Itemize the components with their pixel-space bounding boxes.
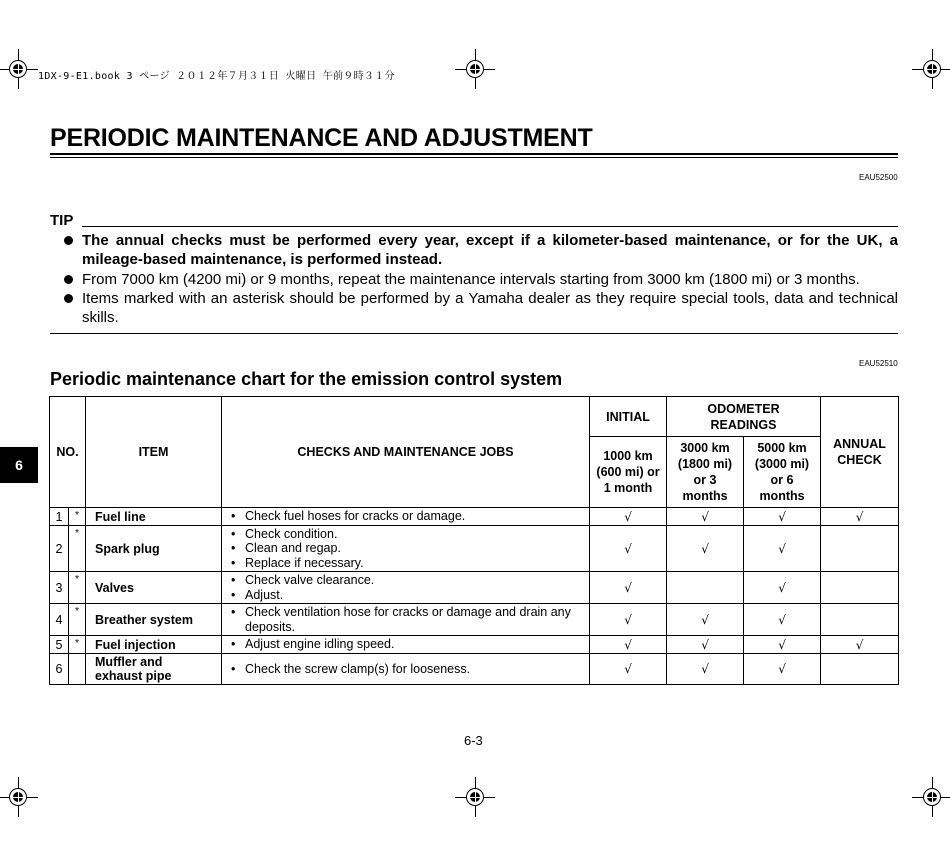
check-mark-icon: √ <box>744 572 821 604</box>
row-number: 5 <box>50 636 69 654</box>
page-number: 6-3 <box>464 733 483 748</box>
bullet-icon <box>64 294 73 303</box>
row-number: 6 <box>50 654 69 685</box>
job-item: • Clean and regap. <box>231 541 589 556</box>
check-mark-icon: √ <box>590 508 667 526</box>
tip-label: TIP <box>50 212 74 229</box>
check-mark-icon: √ <box>744 654 821 685</box>
dealer-asterisk: * <box>69 508 86 526</box>
table-row <box>50 508 899 526</box>
tip-item-text: Items marked with an asterisk should be performed by a Yamaha dealer as they require special tools, data and technical skills. <box>82 289 898 327</box>
table-row <box>50 572 899 604</box>
tip-item-text: From 7000 km (4200 mi) or 9 months, repeat the maintenance intervals starting from 3000 km (1800 mi) or 3 months. <box>82 270 860 288</box>
empty-cell <box>821 526 899 572</box>
dealer-asterisk: * <box>69 604 86 636</box>
empty-cell <box>821 572 899 604</box>
dealer-asterisk <box>69 654 86 685</box>
check-mark-icon: √ <box>590 572 667 604</box>
job-item: • Replace if necessary. <box>231 556 589 571</box>
check-mark-icon: √ <box>667 654 744 685</box>
item-name: Fuel injection <box>86 636 222 654</box>
job-item: • Check valve clearance. <box>231 573 589 588</box>
check-mark-icon: √ <box>667 508 744 526</box>
table-row <box>50 526 899 572</box>
tip-divider <box>82 226 898 227</box>
reference-code: EAU52510 <box>859 359 898 368</box>
item-name: Spark plug <box>86 526 222 572</box>
job-item: • Adjust. <box>231 588 589 603</box>
check-mark-icon: √ <box>590 636 667 654</box>
check-mark-icon: √ <box>667 636 744 654</box>
table-row <box>50 654 899 685</box>
tip-item <box>62 289 898 328</box>
row-number: 2 <box>50 526 69 572</box>
maintenance-jobs <box>222 654 590 685</box>
maintenance-jobs <box>222 604 590 636</box>
header-no: NO. <box>50 397 86 508</box>
header-initial: INITIAL <box>590 397 667 437</box>
job-item: • Check the screw clamp(s) for looseness. <box>231 662 589 677</box>
row-number: 4 <box>50 604 69 636</box>
header-odometer: ODOMETER READINGS <box>667 397 821 437</box>
chapter-tab: 6 <box>0 447 38 483</box>
bullet-icon <box>64 236 73 245</box>
empty-cell <box>821 654 899 685</box>
table-row <box>50 636 899 654</box>
empty-cell <box>821 604 899 636</box>
title-underline <box>50 153 898 155</box>
job-item: • Adjust engine idling speed. <box>231 637 589 652</box>
row-number: 3 <box>50 572 69 604</box>
job-item: • Check ventilation hose for cracks or damage and drain any deposits. <box>231 605 589 634</box>
tip-item <box>62 270 898 289</box>
tip-list <box>62 231 898 327</box>
check-mark-icon: √ <box>744 526 821 572</box>
item-name: Muffler and exhaust pipe <box>86 654 222 685</box>
title-underline-thin <box>50 157 898 158</box>
job-item: • Check fuel hoses for cracks or damage. <box>231 509 589 524</box>
print-header-note: 1DX-9-E1.book 3 ページ ２０１２年７月３１日 火曜日 午前９時３１分 <box>38 71 395 82</box>
maintenance-jobs <box>222 508 590 526</box>
check-mark-icon: √ <box>667 604 744 636</box>
check-mark-icon: √ <box>590 526 667 572</box>
header-interval-2: 3000 km (1800 mi) or 3 months <box>667 437 744 508</box>
check-mark-icon: √ <box>590 654 667 685</box>
dealer-asterisk: * <box>69 526 86 572</box>
bullet-icon <box>64 275 73 284</box>
page-title: PERIODIC MAINTENANCE AND ADJUSTMENT <box>50 124 593 152</box>
check-mark-icon: √ <box>821 636 899 654</box>
section-title: Periodic maintenance chart for the emission control system <box>50 369 563 389</box>
item-name: Breather system <box>86 604 222 636</box>
header-item: ITEM <box>86 397 222 508</box>
maintenance-chart <box>49 396 899 685</box>
maintenance-jobs <box>222 526 590 572</box>
header-interval-1: 1000 km (600 mi) or 1 month <box>590 437 667 508</box>
maintenance-jobs <box>222 636 590 654</box>
job-item: • Check condition. <box>231 527 589 542</box>
maintenance-jobs <box>222 572 590 604</box>
reference-code: EAU52500 <box>859 173 898 182</box>
row-number: 1 <box>50 508 69 526</box>
dealer-asterisk: * <box>69 572 86 604</box>
empty-cell <box>667 572 744 604</box>
item-name: Valves <box>86 572 222 604</box>
check-mark-icon: √ <box>667 526 744 572</box>
check-mark-icon: √ <box>744 636 821 654</box>
tip-item <box>62 231 898 270</box>
header-interval-3: 5000 km (3000 mi) or 6 months <box>744 437 821 508</box>
tip-end-divider <box>50 333 898 334</box>
check-mark-icon: √ <box>744 508 821 526</box>
header-jobs: CHECKS AND MAINTENANCE JOBS <box>222 397 590 508</box>
dealer-asterisk: * <box>69 636 86 654</box>
tip-item-text: The annual checks must be performed every year, except if a kilometer-based maintenance, or for the UK, a mileage-based maintenance, is performed instead. <box>82 232 898 269</box>
check-mark-icon: √ <box>590 604 667 636</box>
check-mark-icon: √ <box>744 604 821 636</box>
item-name: Fuel line <box>86 508 222 526</box>
header-annual: ANNUAL CHECK <box>821 397 899 508</box>
table-row <box>50 604 899 636</box>
check-mark-icon: √ <box>821 508 899 526</box>
